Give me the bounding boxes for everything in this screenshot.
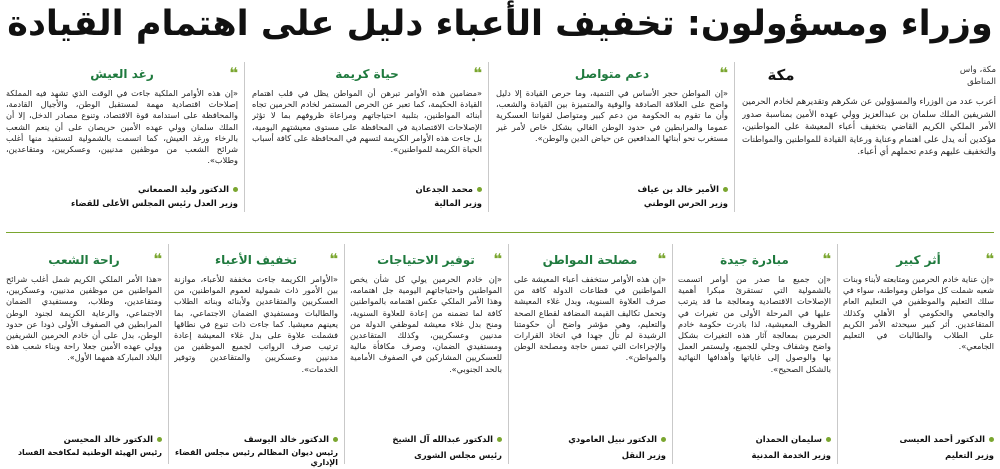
divider (837, 244, 838, 464)
quote-text: «إن خادم الحرمين يولي كل شأن يخص المواطنين واحتياجاتهم اليومية جل اهتمامه، وهذا الأمر الملكي عكس اهتمامه بالمواطنين كافة لما تضمنه من إعادة للعلاوة السنوية، ومنح بدل غلاء معيشة لموظفي الدولة من مدنيين وعسكريين، وكذلك المتقاعدين ومستفيدي الضمان، وصرف مكافأة مالية للعسكريين المشاركين في الصفوف الأمامية بالحد الجنوبي». (350, 274, 502, 374)
headline: وزراء ومسؤولون: تخفيف الأعباء دليل على اهتمام القيادة (7, 4, 993, 44)
speaker-role: وزير الحرس الوطني (643, 198, 728, 208)
speaker-name: سليمان الحمدان (678, 434, 831, 445)
bullet-icon (661, 437, 666, 442)
speaker-name: الأمير خالد بن عياف (496, 184, 728, 195)
speaker-name: الدكتور أحمد العيسى (843, 434, 994, 445)
quote-mark-icon: ❝ (719, 64, 728, 82)
dateline-section: المناطق (967, 77, 996, 87)
quote-text: «إن عناية خادم الحرمين ومتابعته لأبناء وبنات شعبه شملت كل مواطن ومواطنة، سواء في سلك التعليم والموظفين في التعليم العام والجامعي والحكومي أو الأهلي وكذلك المتقاعدين. أثر كبير سيحدثه الأمر الكريم على الطلاب والطالبات في التعليم الجامعي». (843, 274, 994, 352)
bullet-icon (157, 437, 162, 442)
quote-text: «إن هذه الأوامر الملكية جاءت في الوقت الذي تشهد فيه المملكة إصلاحات اقتصادية مهمة لمستقبل الوطن، والأجيال القادمة، والمحافظة على استدامة قوة الاقتصاد، وتنوع مصادر الدخل، إلا أن الملك سلمان وولي عهده الأمين حريصان على أن ينعم الشعب بالرخاء ورغد العيش، كما اتسمت بالشمولية لتستفيد منها أغلب شرائح الشعب من موظفين مدنيين، وعسكريين، ومتقاعدين، وطلاب». (6, 88, 238, 166)
bullet-icon (233, 187, 238, 192)
intro-text: أعرب عدد من الوزراء والمسؤولين عن شكرهم وتقديرهم لخادم الحرمين الشريفين الملك سلمان بن عبدالعزيز وولي عهده الأمين بمناسبة صدور الأمر الملكي الكريم القاضي بتخفيف أعباء المعيشة على المواطنين، مؤكدين أنه يدل على اهتمام وعناية ورعاية القيادة للمواطنين والمواطنات والتخفيف عليهم وعدم تحملهم أي أعباء. (742, 97, 996, 158)
speaker-name: الدكتور نبيل العامودي (514, 434, 666, 445)
divider (672, 244, 673, 464)
divider (344, 244, 345, 464)
quote-title: مصلحة المواطن (542, 253, 638, 267)
quote-text: «إن المواطن حجر الأساس في التنمية، وما حرص القيادة إلا دليل واضح على العلاقة الصادقة والوفية والمتميزة بين القيادة والشعب، وأن ما تقوم به الحكومة من دعم كبير ومتواصل لقواتنا العسكرية عموما والمرابطين في حدود الوطن الغالي بشكل خاص لأمر غير مستغرب نحو أبنائها المدافعين عن حياض الدين والوطن». (496, 88, 728, 143)
quote-box (6, 66, 238, 212)
quote-mark-icon: ❝ (229, 64, 238, 82)
quote-box (514, 252, 666, 466)
speaker-name: الدكتور وليد الصمعاني (6, 184, 238, 195)
quote-title: تخفيف الأعباء (215, 253, 297, 267)
speaker-role: رئيس ديوان المظالم رئيس مجلس القضاء الإداري (175, 448, 338, 467)
quote-title: دعم متواصل (574, 67, 650, 81)
quote-title: توفير الاحتياجات (377, 253, 475, 267)
divider (734, 62, 735, 212)
quote-text: «هذا الأمر الملكي الكريم شمل أغلب شرائح المواطنين من موظفين مدنيين، وعسكريين، ومتقاعدين، وطلاب، ومستفيدي الضمان الاجتماعي، والرعاية الكريمة لجنود الوطن المرابطين في الصفوف الأولى ذودا عن حدود الوطن، بدل على أن خادم الحرمين الشريفين وولي عهده الأمين جعلا راحة وبناء شعب هذه البلاد المباركة همهما الأول». (6, 274, 162, 363)
speaker-role: وزير العدل رئيس المجلس الأعلى للقضاء (71, 198, 238, 208)
speaker-name: محمد الجدعان (252, 184, 482, 195)
divider (244, 62, 245, 212)
makkah-logo-icon (742, 64, 820, 86)
bullet-icon (989, 437, 994, 442)
bullet-icon (333, 437, 338, 442)
divider (168, 244, 169, 464)
logo-text: مكة (767, 66, 795, 84)
quote-box (174, 252, 338, 466)
divider (508, 244, 509, 464)
dateline-city: مكة، واس (959, 65, 996, 75)
quote-mark-icon: ❝ (153, 250, 162, 268)
intro (742, 96, 996, 206)
quote-text: «الأوامر الكريمة جاءت مخففة للأعباء، موازنة بين الأمور ذات شمولية لعموم المواطنين، من العسكريين والمتقاعدين ولأبنائه وبناته الطلاب والطالبات ومستفيدي الضمان الاجتماعي، بما يعينهم معيشيا. كما جاءت ذات تنوع في نطاقها فشملت علاوة على بدل غلاء المعيشة إعادة ترتيب صرف الرواتب لجميع الموظفين من مدنيين وعسكريين والمتقاعدين وتوفير الخدمات». (174, 274, 338, 374)
quote-box (350, 252, 502, 466)
quote-mark-icon: ❝ (473, 64, 482, 82)
divider (488, 62, 489, 212)
quote-box (6, 252, 162, 466)
quote-mark-icon: ❝ (657, 250, 666, 268)
quote-mark-icon: ❝ (822, 250, 831, 268)
speaker-role: وزير النقل (621, 450, 666, 460)
quote-title: مبادرة جيدة (720, 253, 789, 267)
quote-title: أثر كبير (896, 253, 941, 267)
quote-text: «إن هذه الأوامر ستخفف أعباء المعيشة على المواطنين في قطاعات الدولة كافة من صرف العلاوة السنوية، وبدل غلاء المعيشة وتحمل تكاليف القيمة المضافة لقطاع الصحة والتعليم، وهي مؤشر واضح أن حكومتنا الرشيدة لم تأل جهدا في اتخاذ القرارات والإجراءات التي تمس حاجة ومصلحة الوطن والمواطن». (514, 274, 666, 363)
quote-title: حياة كريمة (335, 67, 399, 81)
quote-mark-icon: ❝ (493, 250, 502, 268)
quote-text: «إن جميع ما صدر من أوامر اتسمت بالشمولية التي تستقرئ مبكرا أهمية الإصلاحات الاقتصادية ومعالجة ما قد يترتب عليها في المرحلة الأولى من تغيرات في الظروف المعيشية، لذا بادرت حكومة خادم الحرمين بمعالجة آثار هذه التغيرات بشكل واضح وشفاف وجلي للجميع، وليستمر العمل بها والوصول إلى غاياتها وأهدافها النهائية بالشكل الصحيح». (678, 274, 831, 374)
quote-box (843, 252, 994, 466)
quote-mark-icon: ❝ (329, 250, 338, 268)
quote-box (496, 66, 728, 212)
quote-text: «مضامين هذه الأوامر تبرهن أن المواطن يظل في قلب اهتمام القيادة الحكيمة، كما تعبر عن الحرص المستمر لخادم الحرمين تجاه أبنائه المواطنين، بتلبية احتياجاتهم ومراعاة ظروفهم بما لا تؤثر الإصلاحات الاقتصادية في المحافظة على مستوى معيشتهم اليومية، بل جاءت هذه الأوامر الكريمة لتسهم في المحافظة على كافة أسباب الحياة الكريمة للمواطنين». (252, 88, 482, 155)
dateline (960, 64, 996, 88)
bullet-icon (477, 187, 482, 192)
makkah-logo (742, 64, 820, 86)
section-divider (6, 232, 994, 233)
speaker-name: الدكتور عبدالله آل الشيخ (350, 434, 502, 445)
bullet-icon (826, 437, 831, 442)
speaker-role: وزير المالية (434, 198, 482, 208)
quote-mark-icon: ❝ (985, 250, 994, 268)
speaker-role: رئيس مجلس الشورى (414, 450, 502, 460)
speaker-role: رئيس الهيئة الوطنية لمكافحة الفساد (17, 448, 162, 457)
quote-box (678, 252, 831, 466)
bullet-icon (497, 437, 502, 442)
bullet-icon (723, 187, 728, 192)
speaker-name: الدكتور خالد المحيسن (6, 434, 162, 445)
quote-title: رغد العيش (90, 67, 154, 81)
speaker-role: وزير التعليم (945, 450, 994, 460)
quote-title: راحة الشعب (48, 253, 120, 267)
speaker-role: وزير الخدمة المدنية (751, 450, 831, 460)
speaker-name: الدكتور خالد اليوسف (174, 434, 338, 445)
quote-box (252, 66, 482, 212)
